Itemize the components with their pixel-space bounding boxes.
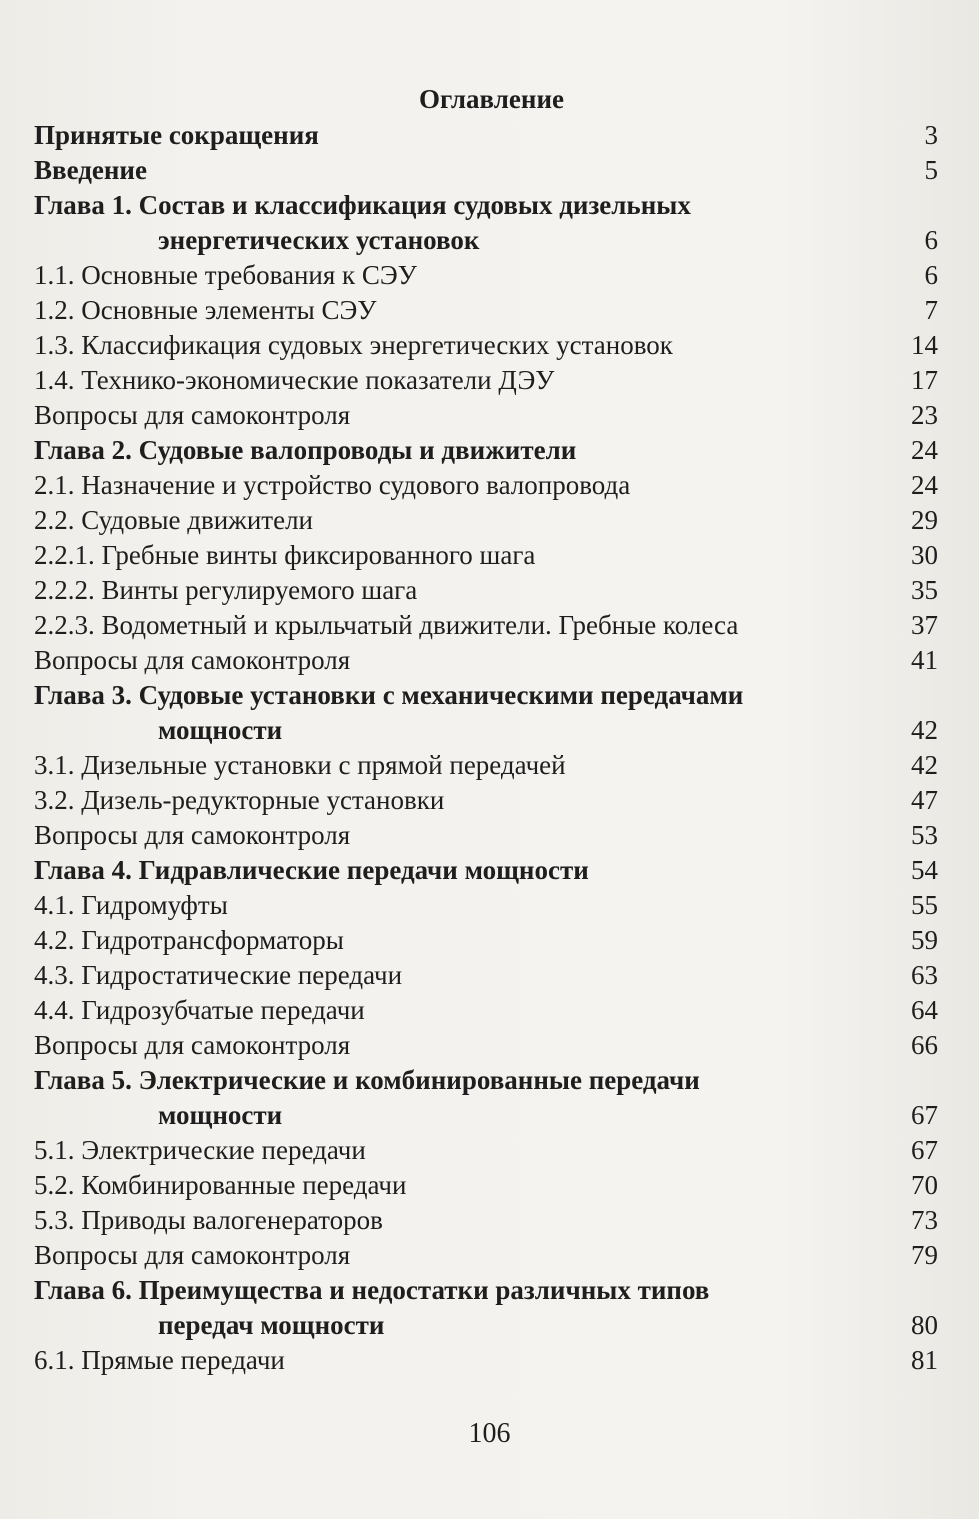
- toc-page-number: 41: [911, 645, 938, 675]
- toc-entry-label: 5.1. Электрические передачи: [34, 1135, 366, 1165]
- toc-page-number: 35: [911, 575, 938, 605]
- toc-entry-label: Глава 1. Состав и классификация судовых дизельных: [34, 190, 691, 220]
- toc-entry-label: мощности: [158, 715, 283, 745]
- toc-page-number: 23: [911, 400, 938, 430]
- toc-row-27: [34, 1028, 942, 1063]
- toc-entry-label: 2.1. Назначение и устройство судового валопровода: [34, 470, 631, 500]
- toc-row-32: [34, 1203, 942, 1238]
- toc-entry-label: 1.1. Основные требования к СЭУ: [34, 260, 417, 290]
- toc-row-19: [34, 748, 942, 783]
- toc-page-number: 42: [911, 715, 938, 745]
- toc-page-number: 54: [911, 855, 938, 885]
- toc-page-number: 24: [911, 435, 938, 465]
- toc-row-18: [34, 713, 942, 748]
- toc-row-14: [34, 573, 942, 608]
- toc-page-number: 17: [911, 365, 938, 395]
- toc-page-number: 47: [911, 785, 938, 815]
- toc-page-number: 5: [924, 155, 938, 185]
- toc-row-9: [34, 398, 942, 433]
- toc-page-number: 29: [911, 505, 938, 535]
- toc-row-6: [34, 293, 942, 328]
- toc-page-number: 81: [911, 1345, 938, 1375]
- toc-entry-label: Глава 6. Преимущества и недостатки различных типов: [34, 1275, 710, 1305]
- toc-row-29: [34, 1098, 942, 1133]
- toc-entry-label: энергетических установок: [158, 225, 480, 255]
- toc-row-30: [34, 1133, 942, 1168]
- toc-page-number: 42: [911, 750, 938, 780]
- toc-entry-label: 3.2. Дизель-редукторные установки: [34, 785, 445, 815]
- toc-page-number: 7: [924, 295, 938, 325]
- toc-entry-label: 2.2. Судовые движители: [34, 505, 313, 535]
- toc-row-17: [34, 678, 942, 713]
- toc-entry-label: 5.2. Комбинированные передачи: [34, 1170, 407, 1200]
- toc-page-number: 53: [911, 820, 938, 850]
- toc-row-26: [34, 993, 942, 1028]
- toc-row-8: [34, 363, 942, 398]
- toc-entry-label: мощности: [158, 1100, 283, 1130]
- toc-row-28: [34, 1063, 942, 1098]
- toc-entry-label: 1.3. Классификация судовых энергетических установок: [34, 330, 673, 360]
- toc-entry-label: Вопросы для самоконтроля: [34, 820, 351, 850]
- toc-entry-label: 2.2.2. Винты регулируемого шага: [34, 575, 418, 605]
- toc-row-23: [34, 888, 942, 923]
- toc-row-21: [34, 818, 942, 853]
- toc-entry-label: Глава 2. Судовые валопроводы и движители: [34, 435, 577, 465]
- toc-entry-label: 1.2. Основные элементы СЭУ: [34, 295, 377, 325]
- toc-entry-label: Вопросы для самоконтроля: [34, 400, 351, 430]
- toc-entry-label: 2.2.1. Гребные винты фиксированного шага: [34, 540, 536, 570]
- toc-page-number: 6: [924, 260, 938, 290]
- toc-page-number: 66: [911, 1030, 938, 1060]
- toc-row-34: [34, 1273, 942, 1308]
- toc-page-number: 3: [924, 120, 938, 150]
- toc-row-12: [34, 503, 942, 538]
- toc-entry-label: 1.4. Технико-экономические показатели ДЭУ: [34, 365, 555, 395]
- toc-page-number: 79: [911, 1240, 938, 1270]
- toc-row-36: [34, 1343, 942, 1378]
- toc-entry-label: Глава 4. Гидравлические передачи мощности: [34, 855, 589, 885]
- toc-page-number: 67: [911, 1100, 938, 1130]
- toc-entry-label: Вопросы для самоконтроля: [34, 1240, 351, 1270]
- toc-heading: Оглавление: [419, 84, 564, 114]
- page-number: 106: [468, 1418, 511, 1449]
- toc-page-number: 59: [911, 925, 938, 955]
- toc-entry-label: Вопросы для самоконтроля: [34, 645, 351, 675]
- toc-row-15: [34, 608, 942, 643]
- toc-row-16: [34, 643, 942, 678]
- toc-page-number: 80: [911, 1310, 938, 1340]
- toc-row-35: [34, 1308, 942, 1343]
- toc-row-4: [34, 223, 942, 258]
- toc-row-31: [34, 1168, 942, 1203]
- toc-row-2: [34, 153, 942, 188]
- toc-row-24: [34, 923, 942, 958]
- toc-row-1: [34, 118, 942, 153]
- toc-page-number: 37: [911, 610, 938, 640]
- toc-entry-label: Глава 5. Электрические и комбинированные передачи: [34, 1065, 700, 1095]
- toc-entry-label: Глава 3. Судовые установки с механическими передачами: [34, 680, 744, 710]
- toc-page-number: 24: [911, 470, 938, 500]
- toc-page-number: 6: [924, 225, 938, 255]
- toc-row-11: [34, 468, 942, 503]
- toc-row-20: [34, 783, 942, 818]
- toc-row-10: [34, 433, 942, 468]
- table-of-contents: [34, 118, 942, 1378]
- toc-row-5: [34, 258, 942, 293]
- toc-row-33: [34, 1238, 942, 1273]
- toc-entry-label: 6.1. Прямые передачи: [34, 1345, 285, 1375]
- toc-page-number: 63: [911, 960, 938, 990]
- toc-page-number: 64: [911, 995, 938, 1025]
- toc-page-number: 67: [911, 1135, 938, 1165]
- toc-entry-label: 4.1. Гидромуфты: [34, 890, 228, 920]
- toc-entry-label: Введение: [34, 155, 147, 185]
- toc-entry-label: Принятые сокращения: [34, 120, 319, 150]
- toc-page-number: 73: [911, 1205, 938, 1235]
- toc-row-3: [34, 188, 942, 223]
- toc-entry-label: 3.1. Дизельные установки с прямой передачей: [34, 750, 566, 780]
- toc-entry-label: 4.4. Гидрозубчатые передачи: [34, 995, 365, 1025]
- toc-page-number: 55: [911, 890, 938, 920]
- toc-entry-label: 2.2.3. Водометный и крыльчатый движители. Гребные колеса: [34, 610, 739, 640]
- toc-page-number: 70: [911, 1170, 938, 1200]
- toc-row-22: [34, 853, 942, 888]
- toc-page-number: 14: [911, 330, 938, 360]
- toc-entry-label: 4.2. Гидротрансформаторы: [34, 925, 344, 955]
- toc-entry-label: 5.3. Приводы валогенераторов: [34, 1205, 383, 1235]
- toc-row-13: [34, 538, 942, 573]
- toc-entry-label: 4.3. Гидростатические передачи: [34, 960, 403, 990]
- toc-row-25: [34, 958, 942, 993]
- toc-row-7: [34, 328, 942, 363]
- toc-entry-label: передач мощности: [158, 1310, 385, 1340]
- toc-entry-label: Вопросы для самоконтроля: [34, 1030, 351, 1060]
- toc-page-number: 30: [911, 540, 938, 570]
